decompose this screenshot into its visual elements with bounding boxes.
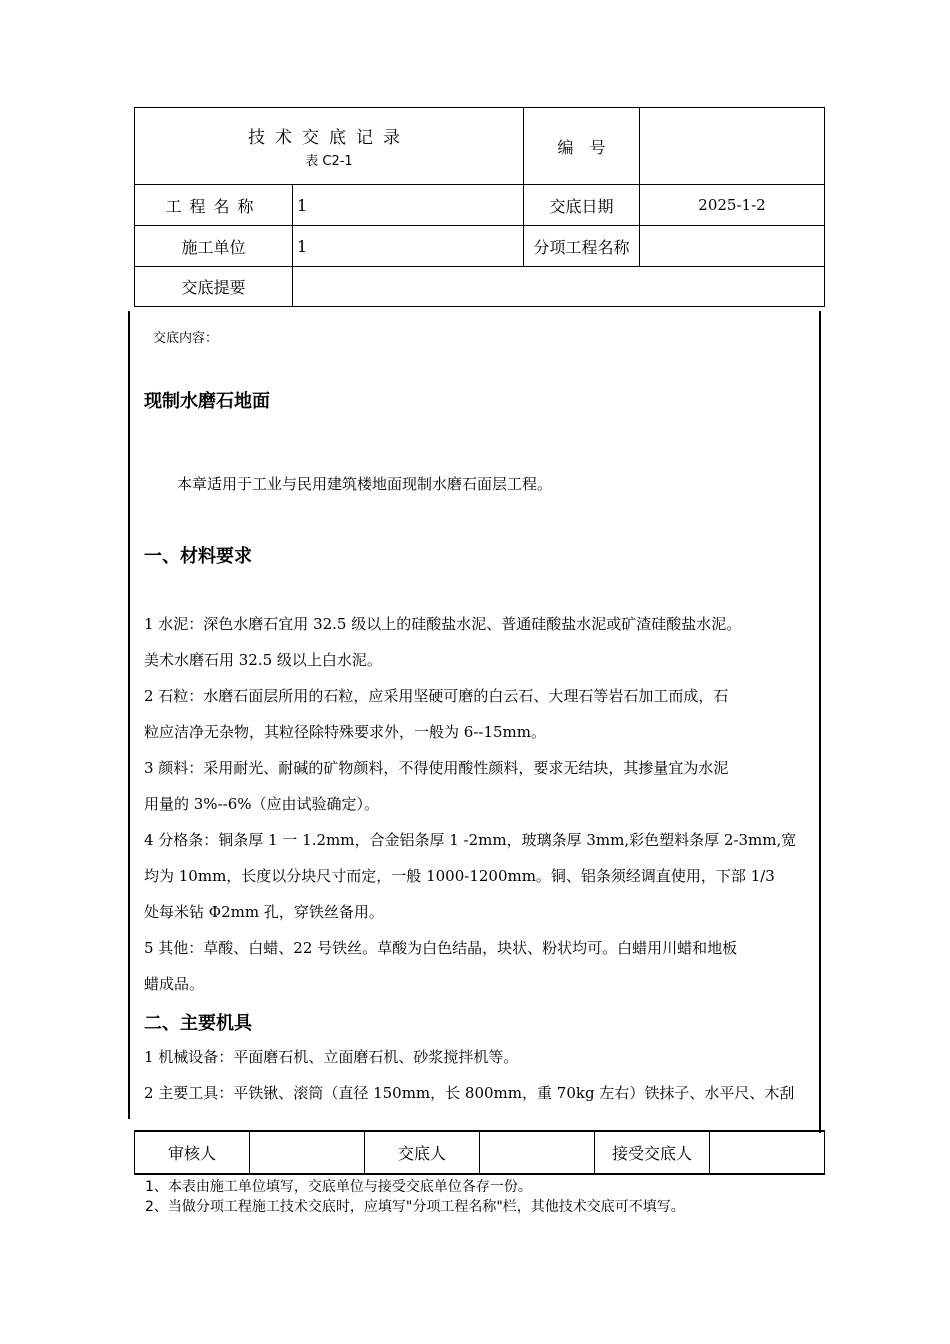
s1-line: 粒应洁净无杂物，其粒径除特殊要求外，一般为 6--15mm。: [144, 723, 546, 741]
note-line: 2、当做分项工程施工技术交底时，应填写"分项工程名称"栏，其他技术交底可不填写。: [145, 1199, 685, 1215]
s1-line: 3 颜料：采用耐光、耐碱的矿物颜料，不得使用酸性颜料，要求无结块，其掺量宜为水泥: [144, 759, 729, 777]
date-value[interactable]: 2025-1-2: [640, 185, 825, 226]
s1-line: 美术水磨石用 32.5 级以上白水泥。: [144, 651, 382, 669]
s1-line: 蜡成品。: [144, 975, 205, 993]
section2-heading: 二、主要机具: [144, 1013, 252, 1034]
receiver-value[interactable]: [710, 1131, 825, 1174]
header-table: [134, 107, 825, 307]
discloser-label: 交底人: [365, 1131, 480, 1174]
content-right-border: [819, 311, 821, 1133]
content-intro-label: 交底内容：: [153, 331, 219, 346]
s1-line: 5 其他：草酸、白蜡、22 号铁丝。草酸为白色结晶，块状、粉状均可。白蜡用川蜡和地板: [144, 939, 738, 957]
subproject-label: 分项工程名称: [524, 226, 640, 267]
s2-line: 2 主要工具：平铁锹、滚筒（直径 150mm，长 800mm，重 70kg 左右）铁抹子、水平尺、木刮: [144, 1084, 795, 1102]
section1-heading: 一、材料要求: [144, 546, 252, 567]
contractor-label: 施工单位: [135, 226, 293, 267]
project-name-value[interactable]: 1: [293, 185, 524, 226]
project-name-label: 工程名称: [135, 185, 293, 226]
note-line: 1、本表由施工单位填写，交底单位与接受交底单位各存一份。: [145, 1179, 532, 1195]
s1-line: 1 水泥：深色水磨石宜用 32.5 级以上的硅酸盐水泥、普通硅酸盐水泥或矿渣硅酸盐水泥。: [144, 615, 742, 633]
date-label: 交底日期: [524, 185, 640, 226]
form-title-cell: [135, 108, 524, 185]
s2-line: 1 机械设备：平面磨石机、立面磨石机、砂浆搅拌机等。: [144, 1048, 519, 1066]
form-title: 技术交底记录: [248, 128, 410, 148]
summary-value[interactable]: [293, 267, 825, 307]
section1-body: [144, 606, 806, 1002]
reviewer-value[interactable]: [250, 1131, 365, 1174]
contractor-value[interactable]: 1: [293, 226, 524, 267]
content-title: 现制水磨石地面: [144, 391, 270, 412]
section2-body: [144, 1039, 806, 1111]
s1-line: 处每米钻 Φ2mm 孔，穿铁丝备用。: [144, 903, 384, 921]
s1-line: 4 分格条：铜条厚 1 一 1.2mm，合金铝条厚 1 -2mm，玻璃条厚 3mm,彩色塑料条厚 2-3mm,宽: [144, 831, 797, 849]
reviewer-label: 审核人: [135, 1131, 250, 1174]
form-number: 表 C2-1: [305, 154, 353, 169]
summary-label: 交底提要: [135, 267, 293, 307]
receiver-label: 接受交底人: [595, 1131, 710, 1174]
s1-line: 用量的 3%--6%（应由试验确定）。: [144, 795, 379, 813]
subproject-value[interactable]: [640, 226, 825, 267]
s1-line: 均为 10mm，长度以分块尺寸而定，一般 1000-1200mm。铜、铝条须经调直使用，下部 1/3: [144, 867, 775, 885]
number-label: 编 号: [524, 108, 640, 185]
scope-paragraph: 本章适用于工业与民用建筑楼地面现制水磨石面层工程。: [177, 475, 553, 493]
discloser-value[interactable]: [480, 1131, 595, 1174]
number-value[interactable]: [640, 108, 825, 185]
disclosure-content: [128, 311, 818, 1119]
content-left-border: [128, 311, 130, 1119]
s1-line: 2 石粒：水磨石面层所用的石粒，应采用坚硬可磨的白云石、大理石等岩石加工而成，石: [144, 687, 729, 705]
signature-table: [134, 1130, 825, 1175]
